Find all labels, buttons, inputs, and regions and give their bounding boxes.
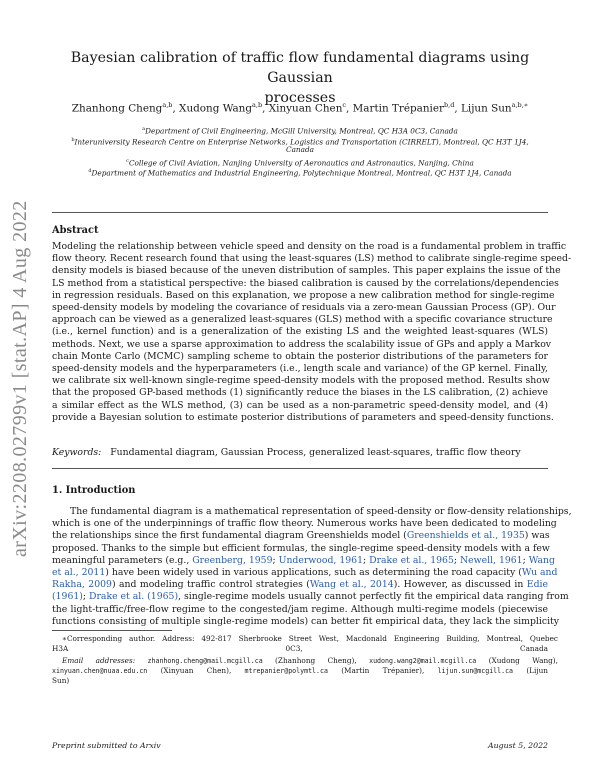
- citation-link[interactable]: Wang: [528, 554, 555, 566]
- abstract-top-rule: [52, 212, 548, 213]
- email-label: Email addresses:: [62, 656, 148, 665]
- citation-link[interactable]: Wu and: [521, 567, 558, 578]
- text-run: proposed. Thanks to the simple but efficient formulas, the single-regime speed-density models with a few: [52, 542, 550, 554]
- footnote-rule: [52, 630, 172, 631]
- author-affiliation-mark: b,d: [443, 101, 455, 109]
- affiliation-text: Department of Mathematics and Industrial Engineering, Polytechnique Montreal, Montreal, QC H3T 1J4, Canada: [91, 168, 512, 178]
- citation-link[interactable]: Greenberg, 1959: [192, 554, 273, 566]
- paragraph-line: [52, 530, 548, 542]
- abstract-line: density models is biased because of the uneven distribution of samples. This paper explains the issue of the: [52, 265, 561, 277]
- paragraph-line: [52, 604, 548, 616]
- author-name: Lijun Sun: [460, 102, 512, 115]
- footnote-email-line: [52, 656, 558, 666]
- paragraph-line: [52, 591, 569, 603]
- citation-link[interactable]: Drake et al. (1965): [89, 591, 179, 603]
- footnote-email-line: [52, 666, 548, 676]
- footer-date: August 5, 2022: [487, 741, 548, 750]
- text-run: ) have been widely used in various applications, such as determining the road capacity (: [105, 567, 522, 578]
- affiliation-mark: a: [142, 126, 146, 132]
- paragraph-line: [52, 554, 555, 567]
- citation-link[interactable]: et al., 2011: [52, 567, 106, 578]
- abstract-line: LS method from a statistical perspective: the biased calibration is caused by the correlations/dependencies: [52, 277, 559, 289]
- citation-link[interactable]: Newell, 1961: [459, 554, 523, 566]
- text-run: the light-traffic/free-flow regime to the congested/jam regime. Although multi-regime models (piecewise: [52, 603, 548, 615]
- abstract-line: methods. Next, we use a sparse approximation to address the scalability issue of GPs and apply a Markov: [52, 338, 552, 350]
- abstract-line: flow theory. Recent research found that using the least-squares (LS) method to calibrate single-regime speed-: [52, 253, 572, 265]
- author-affiliation-mark: a,b,∗: [511, 101, 529, 109]
- citation-link[interactable]: Underwood, 1961: [278, 554, 364, 566]
- text-run: ;: [522, 554, 529, 566]
- citation-link[interactable]: Rakha, 2009: [52, 579, 112, 591]
- text-run: ;: [363, 554, 370, 566]
- text-run: ;: [272, 554, 279, 566]
- abstract-heading: Abstract: [52, 225, 99, 236]
- keywords-label: Keywords:: [52, 447, 102, 458]
- affiliation-line: [30, 145, 570, 156]
- abstract-line: (i.e., kernel function) and is a generalization of the existing LS and the weighted least-squares (WLS): [52, 326, 548, 338]
- text-run: (Xudong Wang),: [476, 656, 558, 665]
- affiliation-text: Interuniversity Research Centre on Enterprise Networks, Logistics and Transportation (CIRRELT), Montreal, QC H3T 1J4,: [74, 136, 529, 146]
- title-line-2: processes: [264, 90, 336, 106]
- paragraph-line: [52, 543, 548, 555]
- affiliation-text: Department of Civil Engineering, McGill University, Montreal, QC H3A 0C3, Canada: [145, 126, 458, 136]
- paragraph-line: [52, 615, 560, 628]
- paper-title: [60, 48, 540, 108]
- abstract-line: Modeling the relationship between vehicle speed and density on the road is a fundamental problem in traffic: [52, 241, 567, 252]
- affiliation-mark: b: [71, 136, 75, 143]
- abstract-line: we calibrate six well-known single-regime speed-density models with the proposed method. Results show: [52, 375, 550, 387]
- text-run: The fundamental diagram is a mathematical representation of speed-density or flow-density relationships,: [70, 506, 572, 517]
- text-run: which is one of the underpinnings of traffic flow theory. Numerous works have been dedicated to modeling: [52, 518, 557, 530]
- affiliation-text: Canada: [285, 145, 314, 154]
- email-address[interactable]: lijun.sun@mcgill.ca: [437, 667, 514, 675]
- abstract-line: a similar effect as the WLS method, (3) can be used as a non-parametric speed-density model, and (4): [52, 399, 548, 411]
- text-run: ) was: [524, 530, 550, 542]
- arxiv-identifier: arXiv:2208.02799v1 [stat.AP] 4 Aug 2022: [9, 200, 31, 557]
- text-run: Sun): [52, 676, 70, 685]
- email-address[interactable]: xudong.wang2@mail.mcgill.ca: [369, 657, 477, 665]
- abstract-line: in regression residuals. Based on this explanation, we propose a new calibration method for single-regime: [52, 289, 555, 301]
- keywords: [52, 447, 521, 458]
- citation-link[interactable]: Edie: [526, 579, 548, 591]
- citation-link[interactable]: (1961): [52, 591, 83, 603]
- text-run: (Martin Trépanier),: [327, 666, 438, 675]
- abstract-line: chain Monte Carlo (MCMC) sampling scheme to obtain the posterior distributions of the parameters for: [52, 350, 548, 362]
- author-name: Zhanhong Cheng: [71, 102, 163, 115]
- footnote-line: ∗Corresponding author. Address: 492-817 Sherbrooke Street West, Macdonald Engineering Building, Montreal, Quebec: [62, 634, 558, 643]
- author-affiliation-mark: c: [342, 101, 347, 109]
- footer-preprint-note: Preprint submitted to Arxiv: [52, 741, 161, 750]
- paragraph-line: [52, 518, 557, 530]
- affiliation-mark: c: [126, 157, 129, 164]
- text-run: , single-regime models usually cannot perfectly fit the empirical data ranging from: [178, 591, 569, 603]
- abstract-line: that the proposed GP-based methods (1) significantly reduce the biases in the LS calibration, (2) achieve: [52, 387, 548, 399]
- citation-link[interactable]: Wang et al., 2014: [309, 579, 394, 591]
- keywords-text: Fundamental diagram, Gaussian Process, generalized least-squares, traffic flow theory: [110, 447, 521, 458]
- author-name: Xudong Wang: [179, 102, 253, 115]
- author-name: Martin Trépanier: [352, 102, 444, 115]
- author-list: Zhanhong Cheng$^{a,b}$, Xudong Wang$^{a,b}$, Xinyuan Chen$^c$, Martin Trépanier$^{b,d}$, Lijun Sun$^{a,b,∗}$: [71, 101, 529, 115]
- email-address[interactable]: zhanhong.cheng@mail.mcgill.ca: [147, 657, 263, 665]
- text-run: functions consisting of multiple single-regime models) can better fit empirical data, they lack the simplicity: [52, 615, 560, 627]
- author-affiliation-mark: a,b: [252, 101, 263, 109]
- abstract-line: speed-density models and the hyperparameters (i.e., length scale and variance) of the GP kernel. Finally,: [52, 363, 548, 374]
- text-run: the relationships since the first fundamental diagram Greenshields model (: [52, 530, 407, 542]
- abstract-line: speed-density models by modeling the covariance of residuals via a zero-mean Gaussian Process (GP). Our: [52, 302, 556, 313]
- paragraph-line: [52, 579, 548, 591]
- title-line-1: Bayesian calibration of traffic flow fundamental diagrams using Gaussian: [70, 50, 530, 86]
- affiliation-mark: d: [88, 168, 92, 174]
- text-run: ;: [453, 554, 460, 566]
- footnote-email-line: [52, 676, 548, 686]
- paragraph-line: [52, 506, 572, 518]
- section-heading-introduction: 1. Introduction: [52, 485, 136, 496]
- abstract-bottom-rule: [52, 468, 548, 469]
- text-run: ;: [82, 591, 90, 603]
- footnote-line: H3A 0C3, Canada: [52, 644, 548, 653]
- text-run: (Xinyuan Chen),: [147, 666, 245, 675]
- text-run: meaningful parameters (e.g.,: [52, 554, 193, 566]
- text-run: ). However, as discussed in: [393, 579, 527, 591]
- affiliation-line: [30, 166, 570, 179]
- email-address[interactable]: xinyuan.chen@nuaa.edu.cn: [52, 667, 148, 675]
- text-run: (Zhanhong Cheng),: [262, 656, 370, 665]
- abstract-line: approach can be viewed as a generalized least-squares (GLS) method with a specific covariance structure: [52, 314, 553, 326]
- abstract-line: provide a Bayesian solution to estimate posterior distributions of parameters and speed-density functions.: [52, 411, 554, 423]
- author-name: Xinyuan Chen: [268, 102, 343, 115]
- text-run: (Lijun: [513, 666, 549, 675]
- citation-link[interactable]: Drake et al., 1965: [369, 554, 454, 566]
- author-affiliation-mark: a,b: [162, 101, 173, 109]
- text-run: ) and modeling traffic control strategies (: [111, 579, 310, 591]
- affiliation-text: College of Civil Aviation, Nanjing University of Aeronautics and Astronautics, Nanjing, China: [128, 157, 474, 167]
- citation-link[interactable]: Greenshields et al., 1935: [406, 530, 525, 542]
- paragraph-line: [52, 567, 558, 579]
- email-address[interactable]: mtrepanier@polymtl.ca: [244, 667, 328, 675]
